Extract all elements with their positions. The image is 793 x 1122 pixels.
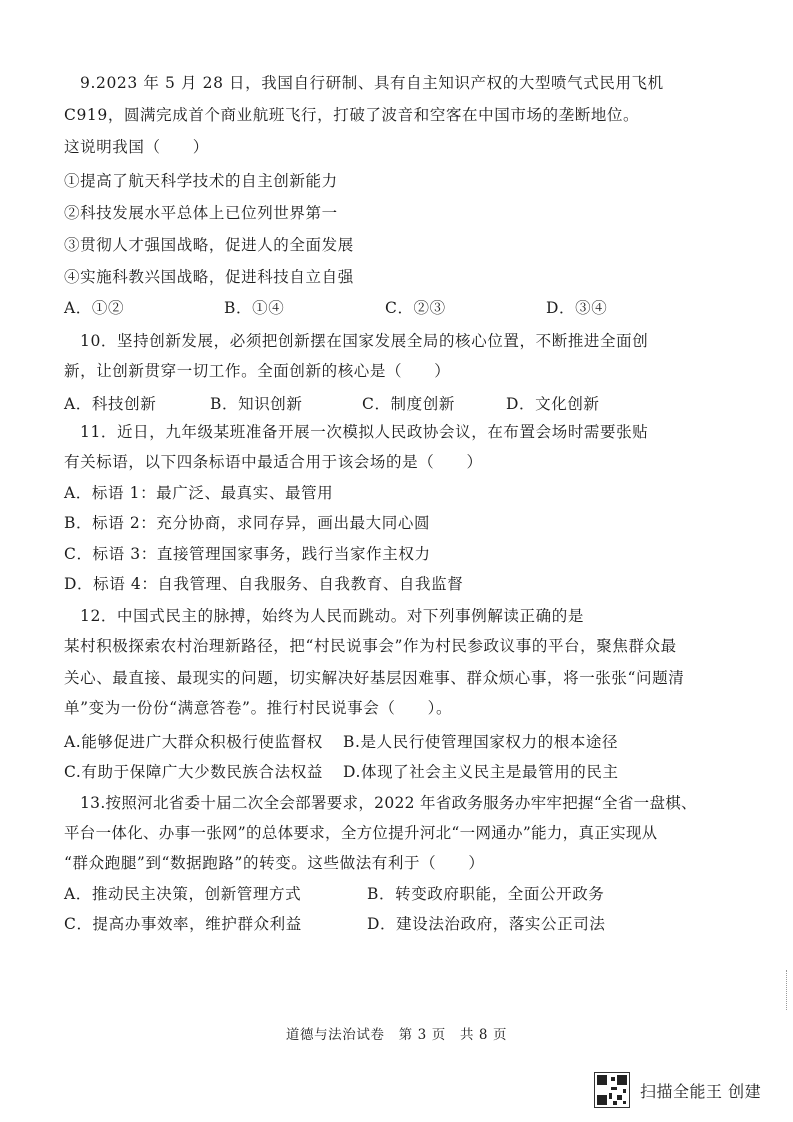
q11-option-b: B．标语 2：充分协商，求同存异，画出最大同心圆	[64, 514, 431, 532]
q12-stem-line3: 关心、最直接、最现实的问题，切实解决好基层因难事、群众烦心事，将一张张“问题清	[64, 669, 685, 687]
q9-statement-2: ②科技发展水平总体上已位列世界第一	[64, 204, 338, 222]
q11-option-c: C．标语 3：直接管理国家事务，践行当家作主权力	[64, 545, 431, 563]
q9-option-a: A．①②	[64, 299, 125, 317]
q11-stem-line1: 11．近日，九年级某班准备开展一次模拟人民政协会议，在布置会场时需要张贴	[80, 423, 649, 441]
q11-option-a: A．标语 1：最广泛、最真实、最管用	[64, 484, 334, 502]
q13-option-d: D．建设法治政府，落实公正司法	[367, 915, 606, 933]
q12-option-b: B.是人民行使管理国家权力的根本途径	[343, 733, 619, 751]
q11-option-d: D．标语 4：自我管理、自我服务、自我教育、自我监督	[64, 575, 464, 593]
q9-stem-line1: 9.2023 年 5 月 28 日，我国自行研制、具有自主知识产权的大型喷气式民用飞机	[80, 74, 664, 92]
page-footer: 道德与法治试卷 第 3 页 共 8 页	[285, 1027, 508, 1043]
q12-stem-line4: 单”变为一份份“满意答卷”。推行村民说事会（ ）。	[64, 699, 453, 717]
q10-option-d: D．文化创新	[506, 395, 600, 413]
q9-statement-1: ①提高了航天科学技术的自主创新能力	[64, 172, 338, 190]
q9-option-b: B．①④	[224, 299, 285, 317]
q13-option-c: C．提高办事效率，维护群众利益	[64, 915, 302, 933]
q12-stem-line1: 12．中国式民主的脉搏，始终为人民而跳动。对下列事例解读正确的是	[80, 607, 584, 625]
q10-option-b: B．知识创新	[210, 395, 303, 413]
q13-option-b: B．转变政府职能，全面公开政务	[367, 885, 605, 903]
q10-option-a: A．科技创新	[64, 395, 157, 413]
q10-option-c: C．制度创新	[362, 395, 455, 413]
q13-stem-line1: 13.按照河北省委十届二次全会部署要求，2022 年省政务服务办牢牢把握“全省一盘棋、	[80, 794, 697, 812]
q13-option-a: A．推动民主决策，创新管理方式	[64, 885, 302, 903]
q9-stem-line3: 这说明我国（ ）	[64, 138, 209, 156]
q12-option-a: A.能够促进广大群众积极行使监督权	[64, 733, 323, 751]
scanner-brand-label: 扫描全能王 创建	[640, 1081, 762, 1101]
q12-option-d: D.体现了社会主义民主是最管用的民主	[343, 763, 619, 781]
scanner-watermark	[594, 1072, 761, 1108]
q13-stem-line3: “群众跑腿”到“数据跑路”的转变。这些做法有利于（ ）	[64, 854, 485, 872]
q9-option-c: C．②③	[385, 299, 446, 317]
q13-stem-line2: 平台一体化、办事一张网”的总体要求，全方位提升河北“一网通办”能力，真正实现从	[64, 824, 658, 842]
q10-stem-line1: 10．坚持创新发展，必须把创新摆在国家发展全局的核心位置，不断推进全面创	[80, 332, 649, 350]
qr-code-icon	[594, 1072, 630, 1108]
q12-option-c: C.有助于保障广大少数民族合法权益	[64, 763, 323, 781]
q9-statement-3: ③贯彻人才强国战略，促进人的全面发展	[64, 236, 354, 254]
q9-stem-line2: C919，圆满完成首个商业航班飞行，打破了波音和空客在中国市场的垄断地位。	[64, 106, 640, 124]
q11-stem-line2: 有关标语，以下四条标语中最适合用于该会场的是（ ）	[64, 453, 483, 471]
q9-option-d: D．③④	[546, 299, 608, 317]
q12-stem-line2: 某村积极探索农村治理新路径，把“村民说事会”作为村民参政议事的平台，聚焦群众最	[64, 637, 677, 655]
q10-stem-line2: 新，让创新贯穿一切工作。全面创新的核心是（ ）	[64, 362, 451, 380]
q9-statement-4: ④实施科教兴国战略，促进科技自立自强	[64, 268, 354, 286]
scan-edge-mark	[783, 970, 787, 1010]
